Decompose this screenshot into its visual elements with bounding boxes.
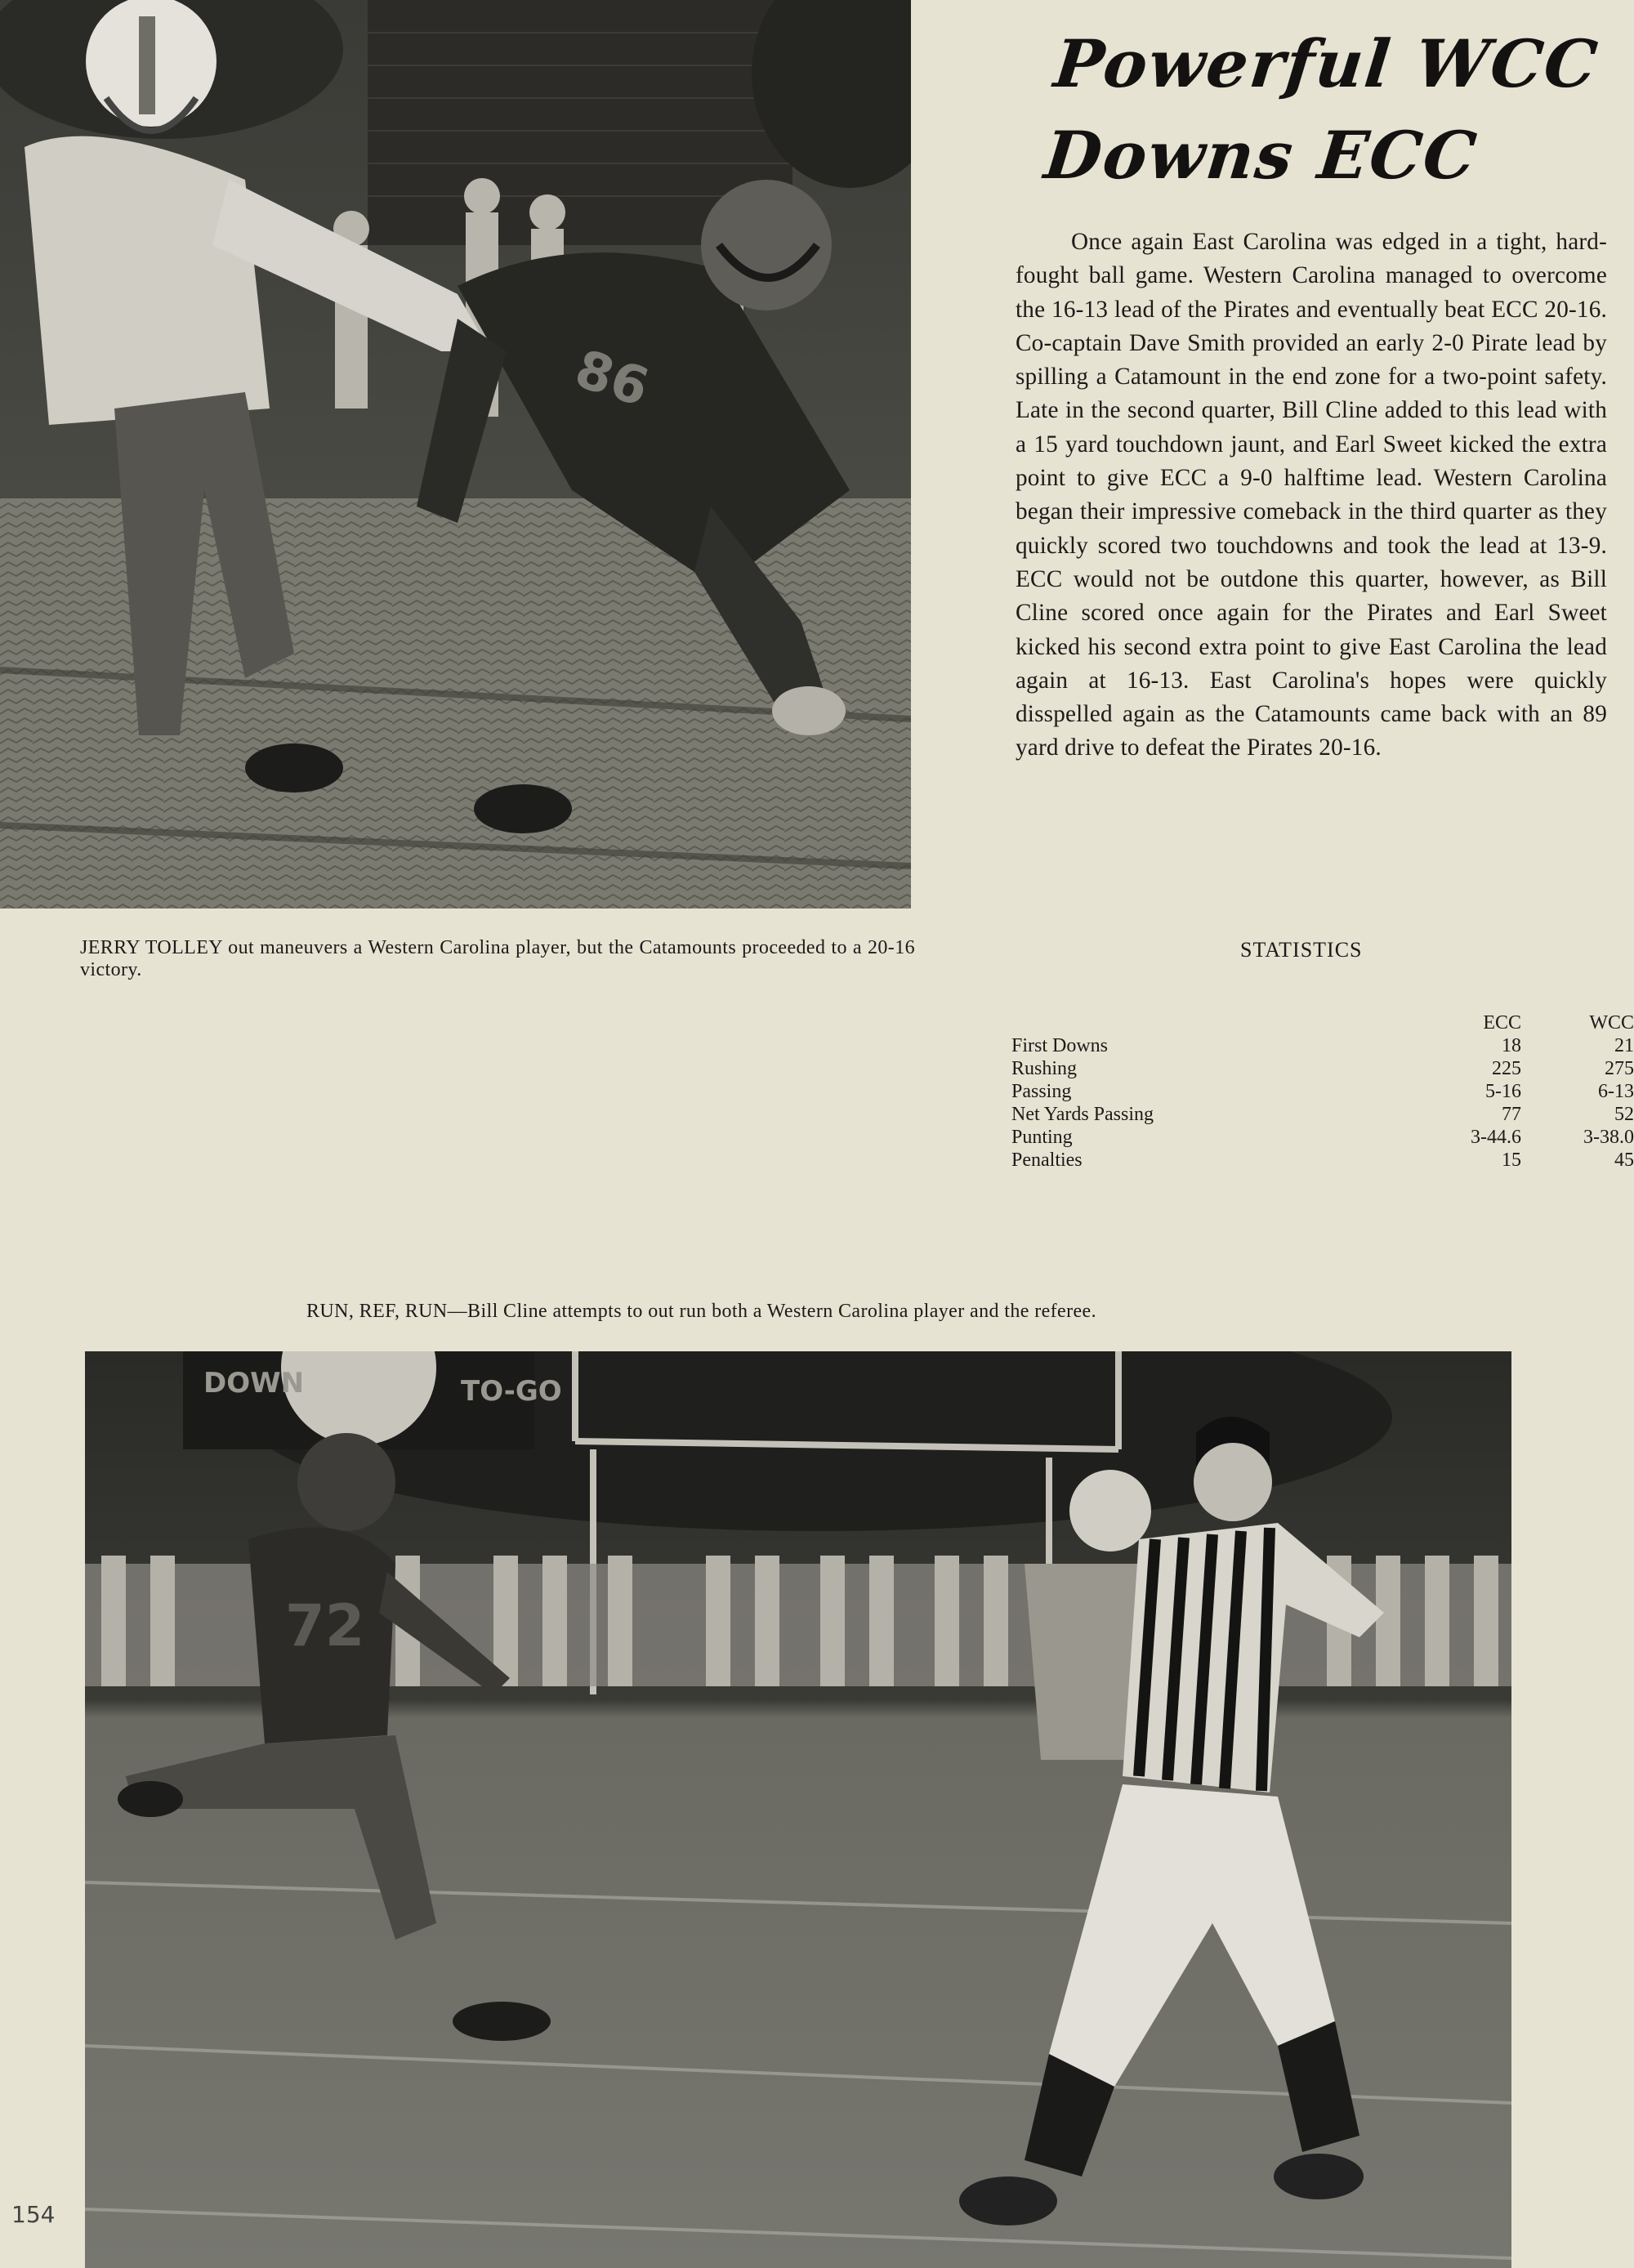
table-row	[1011, 1149, 1634, 1172]
stat-label: First Downs	[1011, 1035, 1109, 1056]
stat-label: Passing	[1011, 1081, 1072, 1102]
statistics-header-row	[1011, 1011, 1634, 1034]
jersey-number: 72	[285, 1592, 365, 1659]
stat-wcc: 52	[1614, 1104, 1634, 1125]
page-number: 154	[11, 2201, 56, 2228]
stat-ecc: 3-44.6	[1471, 1127, 1521, 1148]
stat-wcc: 6-13	[1598, 1081, 1634, 1102]
article-body: Once again East Carolina was edged in a tight, hard-fought ball game. Western Carolina managed to overcome the 16-13 lead of the Pirates and eventually beat ECC 20-16. Co-captain Dave Smith provided an early 2-0 Pirate lead by spilling a Catamount in the end zone for a two-point safety. Late in the second quarter, Bill Cline added to this lead with a 15 yard touchdown jaunt, and Earl Sweet kicked the extra point to give ECC a 9-0 halftime lead. Western Carolina began their impressive comeback in the third quarter as they quickly scored two touchdowns and took the lead at 13-9. ECC would not be outdone this quarter, however, as Bill Cline scored once again for the Pirates and Earl Sweet kicked his second extra point to give East Carolina the lead again at 16-13. East Carolina's hopes were quickly disspelled again as the Catamounts came back with an 89 yard drive to defeat the Pirates 20-16.	[1016, 229, 1607, 761]
title-line-1: Powerful WCC	[1050, 25, 1603, 102]
table-row	[1011, 1103, 1634, 1126]
column-header-ecc: ECC	[1483, 1012, 1521, 1034]
stat-wcc: 275	[1605, 1058, 1634, 1079]
stat-ecc: 77	[1502, 1104, 1521, 1125]
scoreboard-down-label: DOWN	[203, 1367, 305, 1400]
stat-label: Rushing	[1011, 1058, 1078, 1079]
stat-label: Penalties	[1011, 1150, 1083, 1171]
table-row	[1011, 1034, 1634, 1057]
stat-ecc: 5-16	[1485, 1081, 1521, 1102]
stat-ecc: 18	[1502, 1035, 1521, 1056]
stat-ecc: 15	[1502, 1150, 1521, 1171]
photo-football-tackle	[0, 0, 911, 909]
caption-bottom-photo: RUN, REF, RUN—Bill Cline attempts to out run both a Western Carolina player and the referee.	[306, 1301, 1096, 1322]
table-row	[1011, 1126, 1634, 1149]
stat-wcc: 3-38.0	[1583, 1127, 1634, 1148]
caption-top-photo: JERRY TOLLEY out maneuvers a Western Carolina player, but the Catamounts proceeded to a 20-16 victory.	[80, 937, 915, 980]
stat-ecc: 225	[1492, 1058, 1521, 1079]
jersey-number: 86	[568, 338, 656, 419]
stat-label: Punting	[1011, 1127, 1073, 1148]
table-row	[1011, 1080, 1634, 1103]
title-line-2: Downs ECC	[1041, 117, 1482, 194]
photo-runner-and-referee	[85, 1351, 1511, 2268]
stat-wcc: 21	[1614, 1035, 1634, 1056]
statistics-table	[1011, 1011, 1634, 1172]
scoreboard-togo-label: TO-GO	[461, 1375, 562, 1408]
table-row	[1011, 1057, 1634, 1080]
article-title	[1040, 18, 1615, 201]
stat-wcc: 45	[1614, 1150, 1634, 1171]
statistics-heading: STATISTICS	[1240, 938, 1363, 962]
stat-label: Net Yards Passing	[1011, 1104, 1154, 1125]
column-header-wcc: WCC	[1589, 1012, 1634, 1034]
